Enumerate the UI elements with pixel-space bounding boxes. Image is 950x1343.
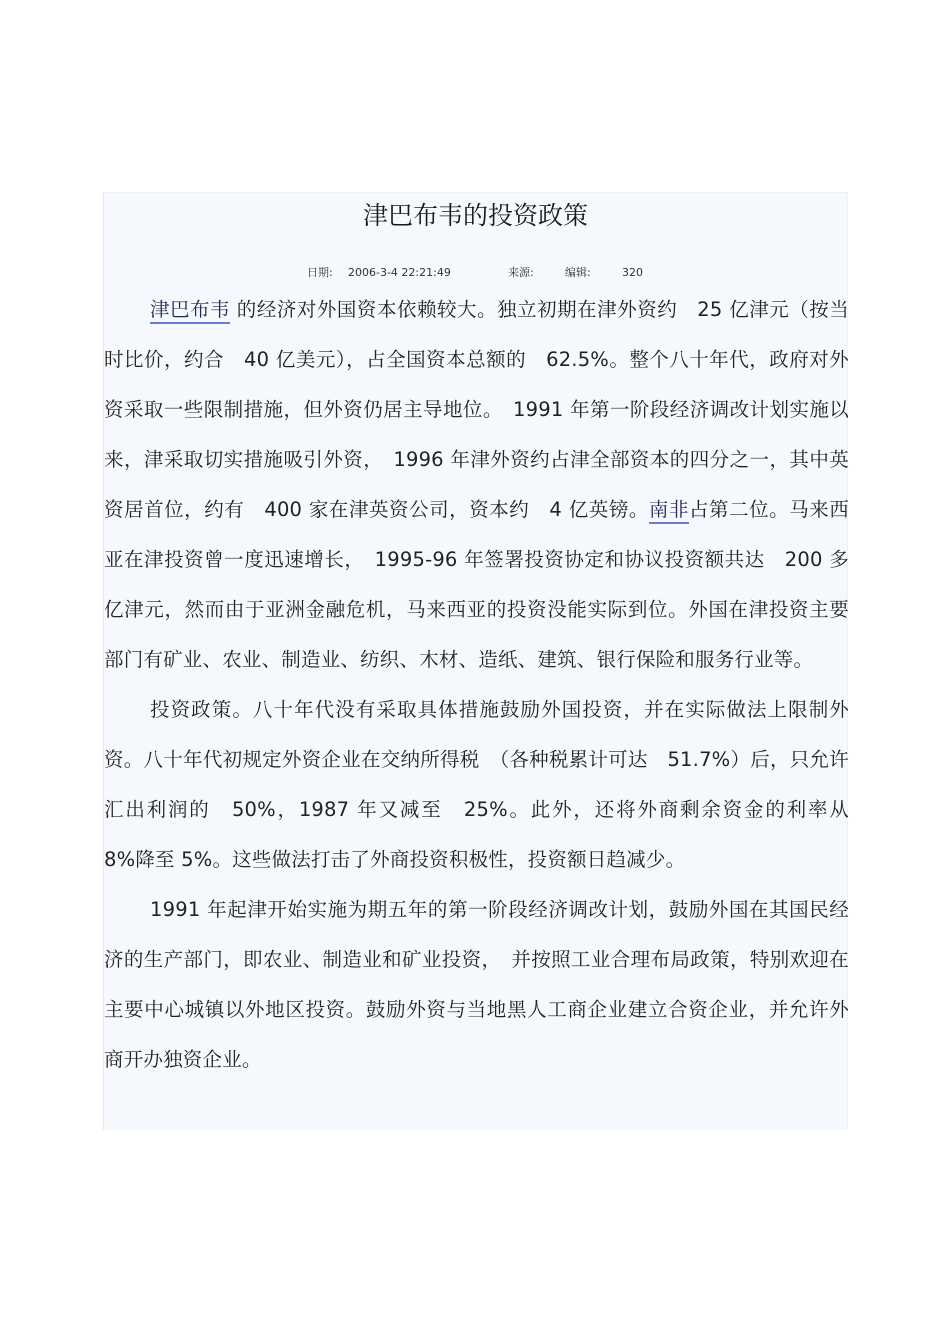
article-title: 津巴布韦的投资政策 — [362, 201, 588, 230]
date-value: 2006-3-4 22:21:49 — [348, 266, 451, 279]
view-count: 320 — [622, 266, 643, 279]
editor-label: 编辑: — [565, 266, 591, 279]
article-body — [104, 285, 869, 1085]
article-panel — [103, 192, 869, 1130]
paragraph-3: 1991 年起津开始实施为期五年的第一阶段经济调改计划，鼓励外国在其国民经济的生产部门，即农业、制造业和矿业投资， 并按照工业合理布局政策，特别欢迎在主要中心城镇以外地区投资。鼓励外资与当地黑人工商企业建立合资企业，并允许外商开办独资企业。 — [104, 898, 849, 1071]
paragraph-1-text-a: 的经济对外国资本依赖较大。独立初期在津外资约 25 亿津元（按当时比价，约合 40 亿美元），占全国资本总额的 62.5%。整个八十年代，政府对外资采取一些限制措施，但外资仍居主导地位。 1991 年第一阶段经济调改计划实施以来，津采取切实措施吸引外资， 1996 年津外资约占津全部资本的四分之一，其中英资居首位，约有 400 家在津英资公司，资本约 4 亿英镑。 — [104, 298, 849, 521]
source-label: 来源: — [508, 266, 534, 279]
paragraph-1-text-b: 占第二位。马来西亚在津投资曾一度迅速增长， 1995-96 年签署投资协定和协议投资额共达 200 多亿津元，然而由于亚洲金融危机，马来西亚的投资没能实际到位。外国在津投资主要部门有矿业、农业、制造业、纺织、木材、造纸、建筑、银行保险和服务行业等。 — [104, 498, 849, 671]
zimbabwe-link[interactable]: 津巴布韦 — [150, 298, 230, 324]
date-label: 日期: — [307, 266, 333, 279]
paragraph-1 — [104, 285, 849, 685]
paragraph-2: 投资政策。八十年代没有采取具体措施鼓励外国投资，并在实际做法上限制外资。八十年代初规定外资企业在交纳所得税 （各种税累计可达 51.7%）后，只允许汇出利润的 50%，1987 年又减至 25%。此外，还将外商剩余资金的利率从 8%降至 5%。这些做法打击了外商投资积极性，投资额日趋减少。 — [104, 698, 869, 871]
article-meta — [104, 263, 847, 283]
south-africa-link[interactable]: 南非 — [649, 498, 689, 524]
